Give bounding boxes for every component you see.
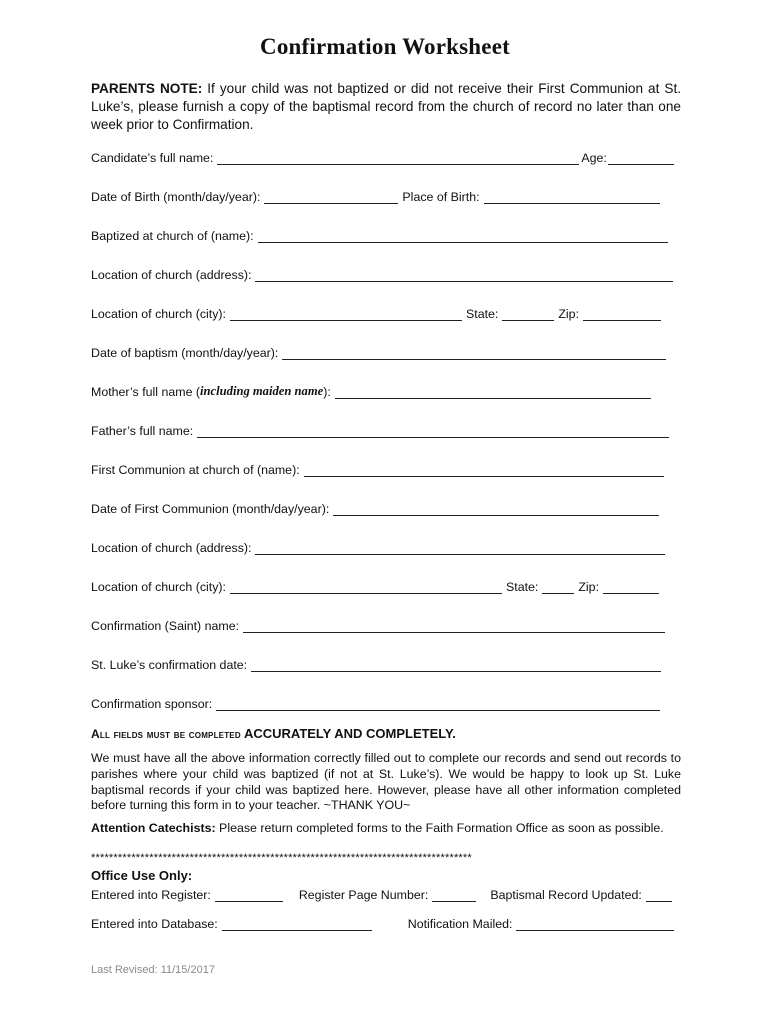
place-of-birth-field[interactable]: [484, 189, 660, 204]
parents-note-label: PARENTS NOTE:: [91, 81, 203, 96]
father-name-row: [91, 420, 671, 438]
baptismal-updated-field[interactable]: [646, 887, 672, 902]
entered-database-label: Entered into Database:: [91, 917, 218, 931]
age-label: Age:: [581, 151, 607, 165]
baptized-church-field[interactable]: [258, 228, 668, 243]
church-address-label-2: Location of church (address):: [91, 541, 252, 555]
candidate-row: [91, 147, 676, 165]
saint-name-field[interactable]: [243, 618, 665, 633]
requirement-heading: [91, 726, 456, 741]
candidate-name-label: Candidate’s full name:: [91, 151, 214, 165]
instructions-paragraph: We must have all the above information correctly filled out to complete our records and send out records to parishes where your child was baptized (if not at St. Luke’s). We would be happy to look up St. Luke baptismal records if your child was baptized here. However, please have all other information completed before turning this form in to your teacher. ~THANK YOU~: [91, 751, 681, 813]
mother-name-row: [91, 381, 653, 399]
baptism-date-row: [91, 342, 668, 360]
baptismal-updated-label: Baptismal Record Updated:: [490, 888, 642, 902]
church-address-row-1: [91, 264, 675, 282]
first-communion-church-label: First Communion at church of (name):: [91, 463, 300, 477]
catechists-text: Please return completed forms to the Faith Formation Office as soon as possible.: [215, 821, 664, 835]
last-revised-footer: Last Revised: 11/15/2017: [91, 964, 215, 976]
zip-field-2[interactable]: [603, 579, 659, 594]
confirmation-date-field[interactable]: [251, 657, 661, 672]
office-use-heading: Office Use Only:: [91, 868, 193, 883]
church-city-label-2: Location of church (city):: [91, 580, 226, 594]
place-of-birth-label: Place of Birth:: [402, 190, 480, 204]
entered-register-label: Entered into Register:: [91, 888, 211, 902]
sponsor-label: Confirmation sponsor:: [91, 697, 213, 711]
church-address-field-2[interactable]: [255, 540, 665, 555]
office-row-2: [91, 913, 676, 931]
parents-note: [91, 80, 681, 134]
state-label-1: State:: [465, 307, 499, 321]
church-address-row-2: [91, 537, 667, 555]
saint-name-label: Confirmation (Saint) name:: [91, 619, 240, 633]
baptism-date-label: Date of baptism (month/day/year):: [91, 346, 279, 360]
entered-register-field[interactable]: [215, 887, 283, 902]
dob-field[interactable]: [264, 189, 398, 204]
mother-name-label-pre: Mother’s full name (: [91, 385, 201, 399]
notification-mailed-field[interactable]: [516, 916, 674, 931]
zip-field-1[interactable]: [583, 306, 661, 321]
baptism-date-field[interactable]: [282, 345, 666, 360]
mother-name-label-emphasis: including maiden name: [200, 384, 324, 398]
requirement-emphasis: ACCURATELY AND COMPLETELY.: [240, 726, 456, 741]
mother-name-label-post: ):: [323, 385, 331, 399]
confirmation-date-label: St. Luke’s confirmation date:: [91, 658, 248, 672]
church-address-field-1[interactable]: [255, 267, 673, 282]
entered-database-field[interactable]: [222, 916, 372, 931]
candidate-name-field[interactable]: [217, 150, 579, 165]
catechists-note: [91, 821, 664, 835]
church-city-field-2[interactable]: [230, 579, 502, 594]
state-field-1[interactable]: [502, 306, 554, 321]
first-communion-date-field[interactable]: [333, 501, 659, 516]
catechists-label: Attention Catechists:: [91, 821, 216, 835]
church-city-label-1: Location of church (city):: [91, 307, 226, 321]
divider-stars: *************************************************************************************: [91, 852, 472, 864]
saint-name-row: [91, 615, 667, 633]
sponsor-field[interactable]: [216, 696, 660, 711]
first-communion-date-label: Date of First Communion (month/day/year):: [91, 502, 330, 516]
church-city-row-1: [91, 303, 663, 321]
church-address-label-1: Location of church (address):: [91, 268, 252, 282]
father-name-field[interactable]: [197, 423, 669, 438]
page-title: Confirmation Worksheet: [260, 34, 510, 59]
state-label-2: State:: [505, 580, 539, 594]
office-row-1: [91, 884, 674, 902]
mother-name-field[interactable]: [335, 384, 651, 399]
baptized-church-label: Baptized at church of (name):: [91, 229, 254, 243]
first-communion-church-field[interactable]: [304, 462, 664, 477]
register-page-label: Register Page Number:: [298, 888, 429, 902]
zip-label-1: Zip:: [558, 307, 580, 321]
zip-label-2: Zip:: [578, 580, 600, 594]
dob-label: Date of Birth (month/day/year):: [91, 190, 261, 204]
church-city-field-1[interactable]: [230, 306, 462, 321]
sponsor-row: [91, 693, 662, 711]
requirement-small-caps: All fields must be completed: [91, 727, 241, 741]
church-city-row-2: [91, 576, 661, 594]
age-field[interactable]: [608, 150, 674, 165]
parents-note-text: If your child was not baptized or did not receive their First Communion at St. Luke’s, please furnish a copy of the baptismal record from the church of record no later than one week prior to Confirmation.: [91, 81, 681, 132]
notification-mailed-label: Notification Mailed:: [407, 917, 513, 931]
birth-row: [91, 186, 662, 204]
register-page-field[interactable]: [432, 887, 476, 902]
baptized-church-row: [91, 225, 670, 243]
first-communion-church-row: [91, 459, 666, 477]
father-name-label: Father’s full name:: [91, 424, 194, 438]
state-field-2[interactable]: [542, 579, 574, 594]
confirmation-date-row: [91, 654, 663, 672]
first-communion-date-row: [91, 498, 661, 516]
